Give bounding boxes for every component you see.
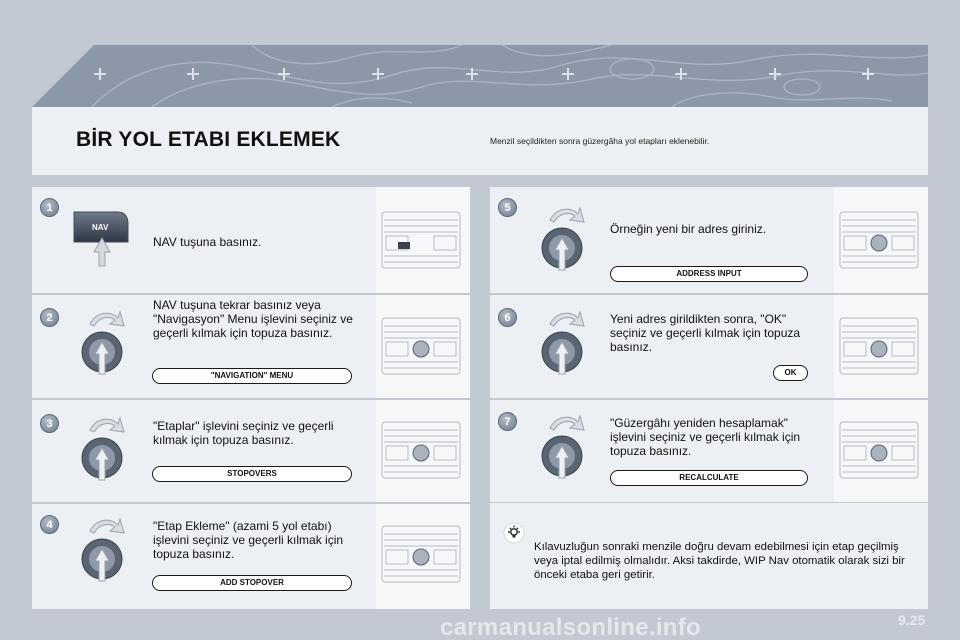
- step-5-text: Örneğin yeni bir adres giriniz.: [610, 222, 767, 236]
- rotary-knob-icon: [76, 308, 130, 378]
- radio-unit-icon: [380, 524, 462, 584]
- stopovers-button[interactable]: STOPOVERS: [152, 466, 352, 482]
- step-number: 2: [40, 308, 59, 327]
- add-stopover-button[interactable]: ADD STOPOVER: [152, 575, 352, 591]
- step-number: 6: [498, 308, 517, 327]
- step-3-text: "Etaplar" işlevini seçiniz ve geçerli kılmak için topuza basınız.: [153, 419, 334, 447]
- page-title: BİR YOL ETABI EKLEMEK: [76, 128, 341, 151]
- radio-unit-icon: [838, 420, 920, 480]
- nav-key-label: NAV: [92, 223, 109, 232]
- header-corner: [32, 45, 94, 107]
- step-1-text: NAV tuşuna basınız.: [153, 235, 262, 249]
- rotary-knob-icon: [76, 414, 130, 484]
- radio-unit-icon: [380, 420, 462, 480]
- step-number: 7: [498, 412, 517, 431]
- step-number: 1: [40, 198, 59, 217]
- topographic-banner: [32, 45, 928, 107]
- page-intro: Menzil seçildikten sonra güzergâha yol etapları eklenebilir.: [490, 136, 710, 146]
- radio-unit-icon: [838, 210, 920, 270]
- step-2-text: NAV tuşuna tekrar basınız veya "Navigasyon" Menu işlevini seçiniz ve geçerli kılmak için topuza basınız.: [153, 298, 353, 340]
- step-number: 4: [40, 515, 59, 534]
- lightbulb-icon: [503, 522, 525, 544]
- rotary-knob-icon: [536, 412, 590, 482]
- step-7-text: "Güzergâhı yeniden hesaplamak" işlevini seçiniz ve geçerli kılmak için topuza basınız.: [610, 416, 801, 458]
- step-4-text: "Etap Ekleme" (azami 5 yol etabı) işlevini seçiniz ve geçerli kılmak için topuza basınız.: [153, 519, 344, 561]
- address-input-button[interactable]: ADDRESS INPUT: [610, 266, 808, 282]
- rotary-knob-icon: [536, 308, 590, 378]
- radio-unit-icon: [380, 316, 462, 376]
- rotary-knob-icon: [76, 515, 130, 585]
- step-number: 3: [40, 414, 59, 433]
- page-number: 9.25: [898, 612, 926, 628]
- step-number: 5: [498, 198, 517, 217]
- watermark: carmanualsonline.info: [440, 614, 702, 640]
- nav-key-icon: [72, 208, 132, 270]
- recalculate-button[interactable]: RECALCULATE: [610, 470, 808, 486]
- hint-text: Kılavuzluğun sonraki menzile doğru devam edebilmesi için etap geçilmiş veya iptal edilmiş olmalıdır. Aksi takdirde, WIP Nav otomatik olarak sizi bir önceki etaba geri getirir.: [534, 541, 905, 581]
- rotary-knob-icon: [536, 204, 590, 274]
- radio-unit-icon: [380, 210, 462, 270]
- navigation-menu-button[interactable]: "NAVIGATION" MENU: [152, 368, 352, 384]
- step-6-text: Yeni adres girildikten sonra, "OK" seçiniz ve geçerli kılmak için topuza basınız.: [610, 312, 801, 354]
- radio-unit-icon: [838, 316, 920, 376]
- ok-button[interactable]: OK: [773, 365, 808, 381]
